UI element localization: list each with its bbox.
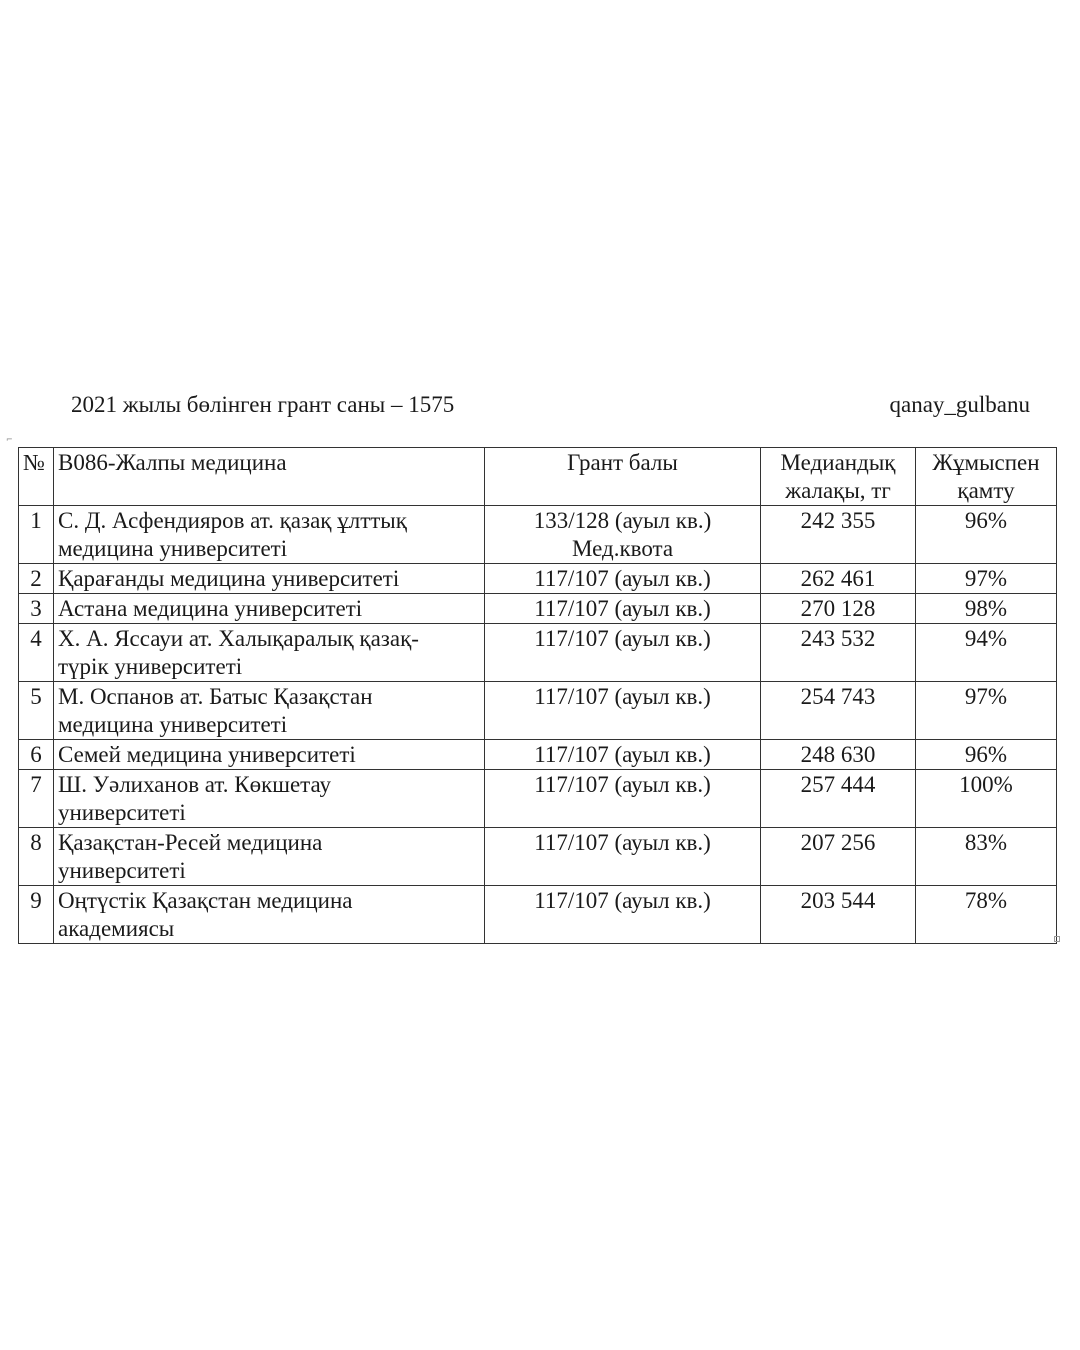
grant-score: 117/107 (ауыл кв.)	[485, 740, 761, 770]
median-salary: 254 743	[761, 682, 916, 740]
university-name: Қарағанды медицина университеті	[54, 564, 485, 594]
median-salary: 207 256	[761, 828, 916, 886]
row-number: 8	[19, 828, 54, 886]
median-salary-header-line1: Медиандық	[780, 450, 896, 475]
university-name-line1: С. Д. Асфендияров ат. қазақ ұлттық	[58, 508, 407, 533]
employment-rate: 94%	[916, 624, 1057, 682]
university-name-line2: медицина университеті	[58, 712, 288, 737]
university-name-line2: университеті	[58, 800, 186, 825]
author-handle: qanay_gulbanu	[889, 392, 1030, 417]
table-row	[19, 682, 1057, 740]
grant-score: 117/107 (ауыл кв.)	[485, 624, 761, 682]
median-salary-header-line2: жалақы, тг	[785, 478, 891, 503]
column-header-employment	[916, 448, 1057, 506]
column-header-grant-score: Грант балы	[485, 448, 761, 506]
column-header-number: №	[19, 448, 54, 506]
grant-score: 117/107 (ауыл кв.)	[485, 886, 761, 944]
median-salary: 243 532	[761, 624, 916, 682]
university-name-line2: түрік университеті	[58, 654, 243, 679]
university-name-line2: академиясы	[58, 916, 175, 941]
grant-score: 117/107 (ауыл кв.)	[485, 594, 761, 624]
table-row	[19, 506, 1057, 564]
row-number: 3	[19, 594, 54, 624]
employment-rate: 83%	[916, 828, 1057, 886]
university-name-line2: университеті	[58, 858, 186, 883]
employment-rate: 96%	[916, 506, 1057, 564]
table-row	[19, 594, 1057, 624]
university-name-line1: Х. А. Яссауи ат. Халықаралық қазақ-	[58, 626, 419, 651]
employment-header-line1: Жұмыспен	[932, 450, 1040, 475]
university-name-line1: Қазақстан-Ресей медицина	[58, 830, 323, 855]
grant-score	[485, 506, 761, 564]
grant-score-line1: 133/128 (ауыл кв.)	[533, 508, 712, 533]
median-salary: 270 128	[761, 594, 916, 624]
university-name	[54, 886, 485, 944]
university-name-line1: Ш. Уәлиханов ат. Көкшетау	[58, 772, 332, 797]
university-name	[54, 770, 485, 828]
employment-header-line2: қамту	[957, 478, 1015, 503]
column-header-university: В086-Жалпы медицина	[54, 448, 485, 506]
row-number: 9	[19, 886, 54, 944]
median-salary: 242 355	[761, 506, 916, 564]
row-number: 7	[19, 770, 54, 828]
employment-rate: 100%	[916, 770, 1057, 828]
row-number: 6	[19, 740, 54, 770]
median-salary: 257 444	[761, 770, 916, 828]
row-number: 4	[19, 624, 54, 682]
employment-rate: 96%	[916, 740, 1057, 770]
grant-score: 117/107 (ауыл кв.)	[485, 828, 761, 886]
university-name: Астана медицина университеті	[54, 594, 485, 624]
university-name	[54, 828, 485, 886]
university-name	[54, 624, 485, 682]
university-name: Семей медицина университеті	[54, 740, 485, 770]
university-name-line2: медицина университеті	[58, 536, 288, 561]
table-resize-handle	[1054, 936, 1060, 942]
row-number: 2	[19, 564, 54, 594]
table-header-row	[19, 448, 1057, 506]
university-name-line1: Оңтүстік Қазақстан медицина	[58, 888, 353, 913]
grants-table	[18, 447, 1057, 944]
table-row	[19, 828, 1057, 886]
university-name	[54, 682, 485, 740]
column-header-median-salary	[761, 448, 916, 506]
document-title: 2021 жылы бөлінген грант саны – 1575	[71, 392, 455, 417]
row-number: 5	[19, 682, 54, 740]
grant-score: 117/107 (ауыл кв.)	[485, 564, 761, 594]
grant-score: 117/107 (ауыл кв.)	[485, 770, 761, 828]
median-salary: 203 544	[761, 886, 916, 944]
employment-rate: 97%	[916, 564, 1057, 594]
table-row	[19, 770, 1057, 828]
row-number: 1	[19, 506, 54, 564]
median-salary: 262 461	[761, 564, 916, 594]
university-name	[54, 506, 485, 564]
employment-rate: 98%	[916, 594, 1057, 624]
employment-rate: 97%	[916, 682, 1057, 740]
median-salary: 248 630	[761, 740, 916, 770]
grant-score-line2: Мед.квота	[571, 536, 674, 561]
university-name-line1: М. Оспанов ат. Батыс Қазақстан	[58, 684, 373, 709]
employment-rate: 78%	[916, 886, 1057, 944]
table-row	[19, 740, 1057, 770]
table-row	[19, 886, 1057, 944]
table-row	[19, 564, 1057, 594]
paragraph-marker-icon: ⌐	[6, 435, 13, 444]
grant-score: 117/107 (ауыл кв.)	[485, 682, 761, 740]
table-row	[19, 624, 1057, 682]
